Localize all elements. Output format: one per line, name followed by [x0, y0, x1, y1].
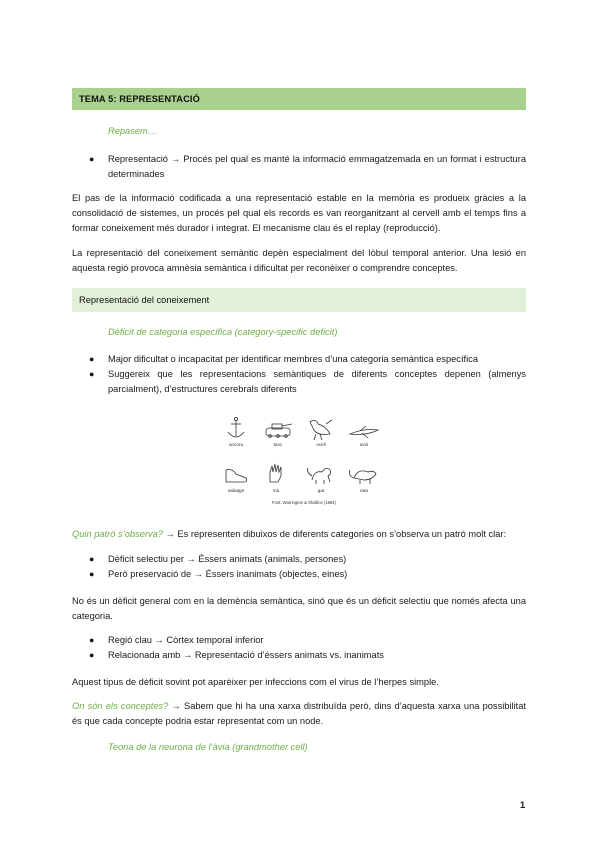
hand-drawing [270, 464, 281, 482]
section-header-band [72, 288, 526, 312]
figure-label: mà [272, 488, 280, 493]
anchor-drawing [228, 417, 244, 437]
concepts-answer: → Sabem que hi ha una xarxa distribuïda però, dins d’aquesta xarxa una possibilitat és que cada concepte podria estar representat com un node. [72, 701, 526, 727]
list-item [89, 648, 526, 663]
list-item-text: Dèficit selectiu per → Éssers animats (animals, persones) [108, 554, 347, 564]
bullet-icon: ● [89, 354, 95, 364]
paragraph-temporal-lobe: La representació del coneixement semàntic depèn especialment del lòbul temporal anterior. Una lesió en aquesta regió provoca amnèsia semàntica i dificultat per reconèixer o comprendre conceptes. [72, 248, 526, 274]
paragraph-consolidation: El pas de la informació codificada a una representació estable en la memòria es produeix gràcies a la consolidació de sistemes, un procés pel qual els records es van reorganitzant al cervell amb el temps fins a formar coneixement més durador i integrat. El mecanisme clau és el replay (reproducció). [72, 193, 526, 234]
page-number: 1 [520, 800, 526, 810]
list-item [89, 552, 526, 567]
figure-label: rata [360, 488, 368, 493]
figure-label: gat [317, 488, 325, 493]
figure-label: avió [359, 442, 369, 447]
bullet-icon: ● [89, 369, 95, 379]
list-item-text: Major dificultat o incapacitat per identificar membres d’una categoria semàntica específica [108, 354, 478, 364]
repasem-subheading: Repasem… [108, 126, 158, 136]
plane-drawing [350, 426, 378, 438]
deficit-subheading: Dèficit de categoria específica (category-specific deficit) [108, 327, 338, 337]
list-item-text: Suggereix que les representacions semàntiques de diferents conceptes depenen (almenys parcialment), d’estructures cerebrals diferents [108, 369, 526, 395]
figure-caption: Font: Warrington & Shallice (1984) [271, 500, 337, 505]
line-drawings [218, 414, 390, 506]
grandmother-subheading: Teoria de la neurona de l’àvia (grandmother cell) [108, 742, 308, 752]
list-item [89, 633, 526, 648]
list-item [89, 567, 526, 582]
list-item [89, 152, 526, 182]
bullet-icon: ● [89, 569, 95, 579]
paragraph-selective-deficit: No és un dèficit general com en la demència semàntica, sinó que és un dèficit selectiu que només afecta una categoria. [72, 596, 526, 622]
category-deficit-figure [218, 414, 390, 506]
list-item [89, 367, 526, 397]
bullet-icon: ● [89, 154, 95, 164]
list-item-text: Representació → Procés pel qual es manté la informació emmagatzemada en un format i estructura determinades [108, 154, 526, 180]
figure-label: ancora [228, 442, 244, 447]
figure-label: sabatge [227, 488, 245, 493]
bullet-icon: ● [89, 635, 95, 645]
chapter-header-band [72, 88, 526, 110]
paragraph-herpes: Aquest tipus de dèficit sovint pot aparèixer per infeccions com el virus de l’herpes simple. [72, 677, 439, 687]
list-item-text: Regió clau → Còrtex temporal inferior [108, 635, 264, 645]
bullet-icon: ● [89, 554, 95, 564]
bullet-icon: ● [89, 650, 95, 660]
list-item-text: Relacionada amb → Representació d’éssers animats vs. inanimats [108, 650, 384, 660]
tank-drawing [266, 424, 292, 437]
list-item [89, 352, 526, 367]
paragraph-concepts-question [72, 699, 526, 729]
pattern-answer: → Es representen dibuixos de diferents categories on s’observa un patró molt clar: [162, 529, 507, 539]
pattern-question: Quin patró s’observa? [72, 529, 163, 539]
section-title: Representació del coneixement [79, 295, 210, 305]
rat-drawing [350, 470, 377, 484]
concepts-question: On són els conceptes? [72, 701, 169, 711]
chapter-title: TEMA 5: REPRESENTACIÓ [79, 94, 200, 104]
figure-label: ocell [316, 442, 326, 447]
cat-drawing [308, 468, 331, 484]
bird-drawing [310, 420, 332, 440]
paragraph-pattern-question [72, 527, 526, 542]
shoe-drawing [226, 470, 247, 483]
figure-label: tanc [273, 442, 283, 447]
list-item-text: Però preservació de → Éssers inanimats (objectes, eines) [108, 569, 348, 579]
